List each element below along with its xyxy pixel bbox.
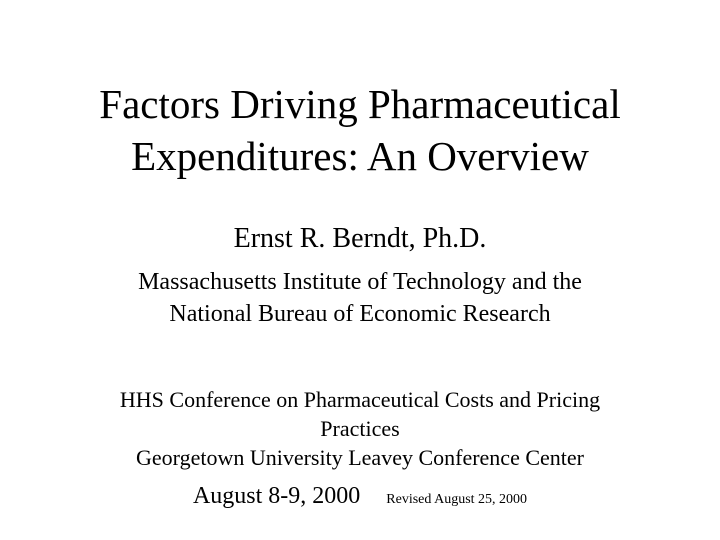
title-line-1: Factors Driving Pharmaceutical	[99, 81, 621, 127]
affiliation-line-1: Massachusetts Institute of Technology and the	[138, 269, 582, 295]
date-line	[40, 480, 680, 516]
revised-date: Revised August 25, 2000	[386, 492, 528, 507]
affiliation-line-2: National Bureau of Economic Research	[169, 301, 551, 327]
slide-title	[40, 78, 680, 182]
conference-line-1: HHS Conference on Pharmaceutical Costs and Pricing	[119, 387, 601, 412]
title-line-2: Expenditures: An Overview	[131, 133, 589, 179]
author-name: Ernst R. Berndt, Ph.D.	[233, 223, 487, 254]
conference-date: August 8-9, 2000	[192, 483, 361, 509]
conference-line-2: Practices	[320, 416, 400, 441]
conference-info	[40, 385, 680, 472]
author-affiliation	[40, 266, 680, 330]
conference-line-3: Georgetown University Leavey Conference Center	[136, 445, 584, 470]
